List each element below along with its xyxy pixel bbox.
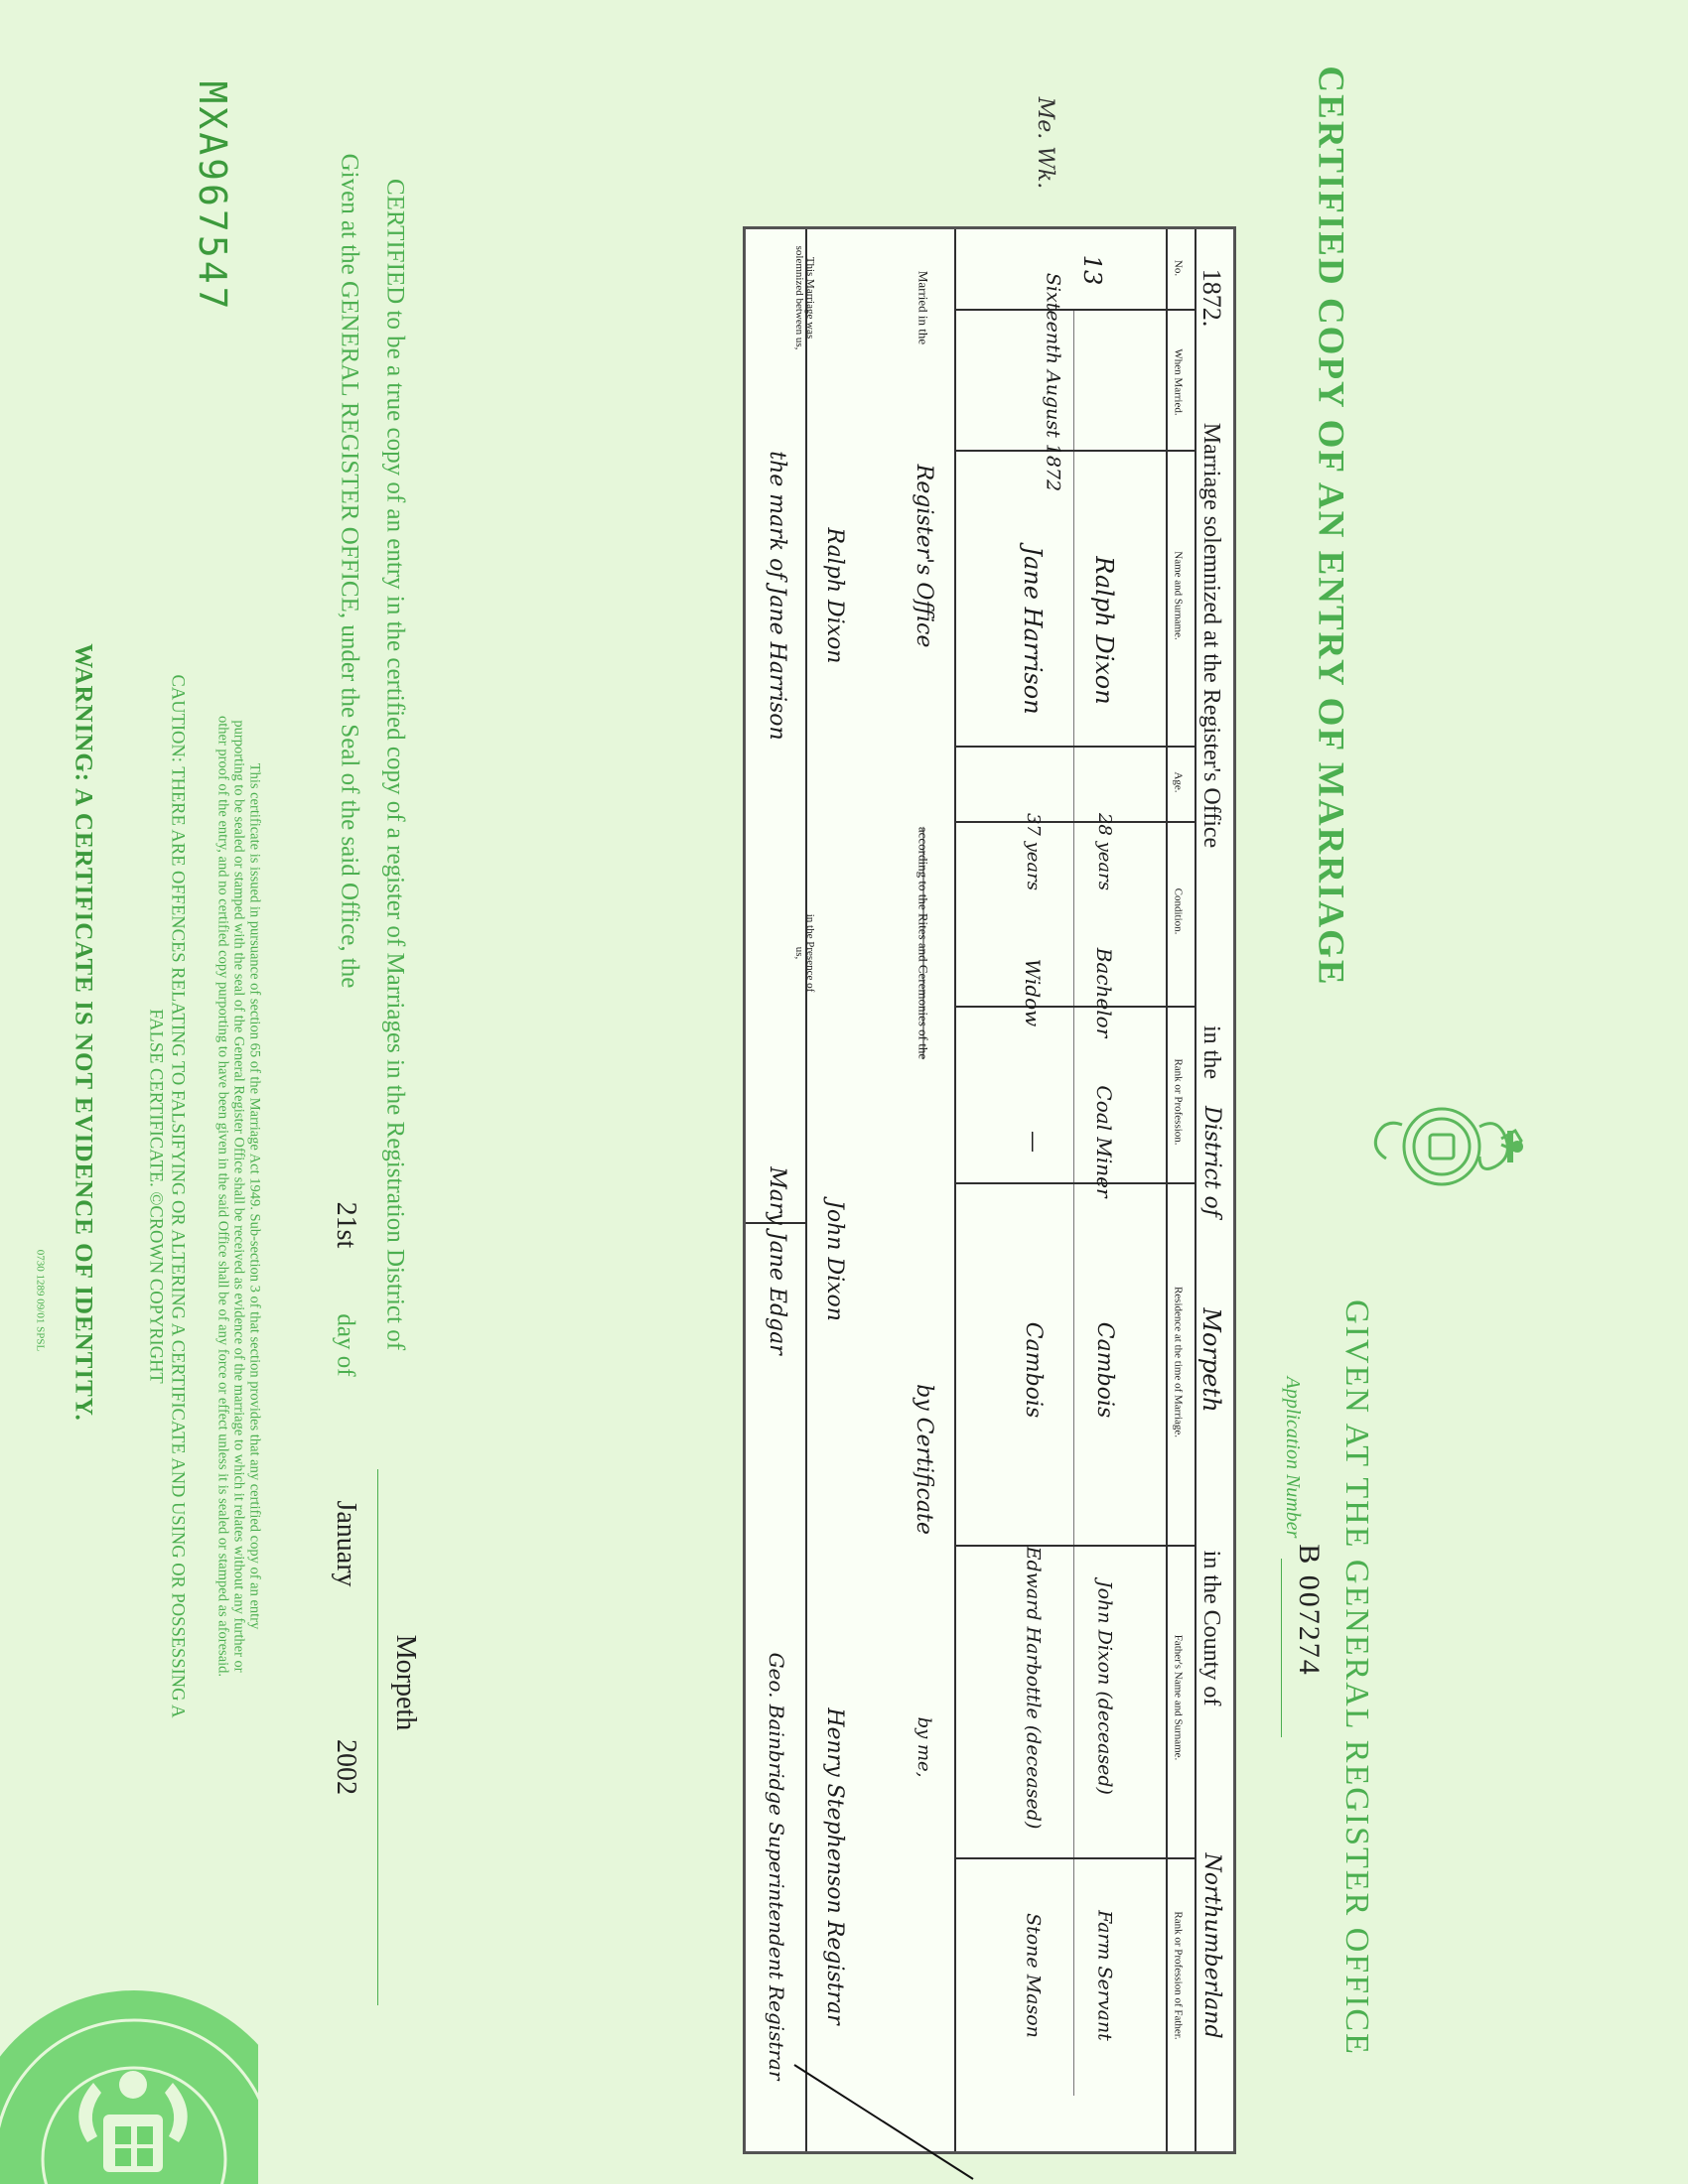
entry-bride-age: 37 years bbox=[1023, 812, 1044, 891]
margin-initials: Me. Wk. bbox=[1033, 96, 1057, 190]
office-heading: GIVEN AT THE GENERAL REGISTER OFFICE bbox=[1338, 1299, 1375, 2056]
entry-bride-rank: — bbox=[1021, 1131, 1046, 1153]
entry-groom-age: 28 years bbox=[1094, 812, 1115, 891]
register-heading-county-value: Northumberland bbox=[1199, 1852, 1224, 2039]
registrar-2: Geo. Bainbridge Superintendent Registrar bbox=[765, 1652, 788, 2081]
warning-identity: WARNING: A CERTIFICATE IS NOT EVIDENCE OF IDENTITY. bbox=[70, 643, 97, 1422]
entry-bride-father: Edward Harbottle (deceased) bbox=[1022, 1546, 1045, 1830]
register-entry bbox=[743, 226, 1236, 2154]
rites-text: according to the Rites and Ceremonies of the bbox=[915, 826, 931, 1060]
entry-groom-father: John Dixon (deceased) bbox=[1093, 1580, 1116, 1795]
register-heading-year: 1872. bbox=[1197, 268, 1226, 328]
caution-line-1: CAUTION: THERE ARE OFFENCES RELATING TO FALSIFYING OR ALTERING A CERTIFICATE AND USING OR POSSESSING A bbox=[167, 674, 188, 1718]
solemnized-bride: the mark of Jane Harrison bbox=[765, 451, 789, 741]
print-code: 0730 1289 09/01 SPSL bbox=[34, 1249, 47, 1352]
application-number-label: Application Number bbox=[1282, 1376, 1304, 1539]
col-residence: Residence at the time of Marriage. bbox=[1172, 1286, 1185, 1438]
col-rank: Rank or Profession. bbox=[1172, 1058, 1185, 1146]
witness-1: John Dixon bbox=[822, 1200, 847, 1321]
entry-groom-condition: Bachelor bbox=[1092, 947, 1116, 1038]
entry-groom-father-rank: Farm Servant bbox=[1093, 1910, 1116, 2041]
certified-line-2: Given at the GENERAL REGISTER OFFICE, under the Seal of the said Office, the bbox=[336, 153, 363, 989]
entry-bride-residence: Cambois bbox=[1021, 1321, 1046, 1419]
general-register-office-seal-icon bbox=[0, 1966, 258, 2184]
solemnized-groom: Ralph Dixon bbox=[822, 527, 847, 664]
serial-number: MXA967547 bbox=[191, 80, 234, 313]
royal-crest-icon bbox=[1362, 1087, 1541, 1206]
district-underline bbox=[377, 1469, 378, 2005]
register-heading-solemnized: Marriage solemnized at the Register's Office bbox=[1198, 422, 1224, 849]
register-heading-district-value: Morpeth bbox=[1197, 1307, 1225, 1413]
certificate-title: CERTIFIED COPY OF AN ENTRY OF MARRIAGE bbox=[1310, 66, 1351, 987]
presence-label: in the Presence of us, bbox=[793, 913, 816, 993]
notice-line-2: purporting to be sealed or stamped with the seal of the General Register Office shall be received as evidence of the marriage to which it relates without any further or bbox=[230, 720, 247, 1673]
entry-bride-father-rank: Stone Mason bbox=[1022, 1913, 1045, 2038]
col-father: Father's Name and Surname. bbox=[1172, 1634, 1185, 1761]
certified-day-of: day of bbox=[332, 1313, 359, 1377]
application-number-underline bbox=[1281, 1559, 1282, 1737]
register-heading-county: in the County of bbox=[1198, 1550, 1224, 1706]
notice-line-3: other proof of the entry, and no certified copy purporting to have been given in the said Office shall be of any force or effect unless it is sealed or stamped as aforesaid. bbox=[214, 715, 231, 1678]
entry-bride-name: Jane Harrison bbox=[1019, 546, 1047, 715]
stray-line bbox=[784, 2055, 983, 2184]
by-label: by me, bbox=[914, 1716, 934, 1778]
col-name: Name and Surname. bbox=[1172, 551, 1185, 640]
registrar-1: Henry Stephenson Registrar bbox=[822, 1707, 847, 2025]
notice-line-1: This certificate is issued in pursuance of section 65 of the Marriage Act 1949. Sub-section 3 of that section provides that any certified copy of an entry bbox=[246, 762, 263, 1630]
entry-bride-condition: Widow bbox=[1021, 958, 1045, 1027]
register-heading-district: District of bbox=[1199, 1106, 1224, 1217]
certified-month: January bbox=[331, 1500, 361, 1587]
witness-2: Mary Jane Edgar bbox=[765, 1166, 789, 1355]
col-age: Age. bbox=[1172, 771, 1185, 793]
entry-when-married: Sixteenth August 1872 bbox=[1042, 272, 1064, 492]
entry-groom-name: Ralph Dixon bbox=[1090, 556, 1118, 705]
certified-day: 21st bbox=[331, 1201, 361, 1249]
entry-groom-residence: Cambois bbox=[1092, 1321, 1117, 1419]
married-in-value: Register's Office bbox=[912, 464, 936, 648]
entry-no: 13 bbox=[1078, 254, 1106, 286]
col-condition: Condition. bbox=[1172, 887, 1185, 935]
entry-groom-rank: Coal Miner bbox=[1092, 1085, 1116, 1198]
caution-line-2: FALSE CERTIFICATE. ©CROWN COPYRIGHT bbox=[145, 1009, 166, 1384]
by-text: by Certificate bbox=[912, 1384, 936, 1535]
certified-district: Morpeth bbox=[390, 1634, 421, 1731]
col-father-rank: Rank or Profession of Father. bbox=[1172, 1911, 1185, 2040]
certified-line-1: CERTIFIED to be a true copy of an entry in the certified copy of a register of Marriages in the Registration District of bbox=[381, 178, 409, 1351]
col-when-married: When Married. bbox=[1172, 348, 1185, 416]
col-no: No. bbox=[1172, 259, 1185, 277]
solemnized-label: This Marriage was solemnized between us, bbox=[793, 245, 816, 350]
married-in-label: Married in the bbox=[915, 270, 931, 345]
certified-year: 2002 bbox=[331, 1739, 361, 1795]
register-heading-in-the: in the bbox=[1198, 1025, 1224, 1079]
application-number: B 007274 bbox=[1293, 1544, 1326, 1677]
